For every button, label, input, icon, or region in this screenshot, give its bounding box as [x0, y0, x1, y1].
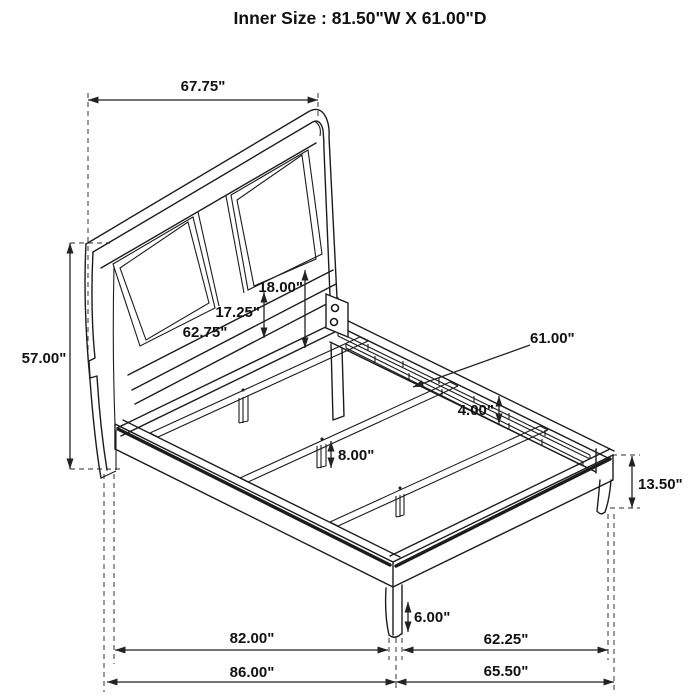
dim-headboard-width-label: 67.75": [180, 78, 226, 95]
extension-lines: [70, 93, 640, 692]
dim-foot-outer-width-label: 65.50": [483, 663, 529, 680]
headboard-center-stile: [198, 196, 244, 306]
dim-inner-depth-label: 61.00": [530, 330, 575, 347]
dim-front-leg-height-label: 6.00": [414, 609, 451, 626]
center-rails: [338, 332, 590, 466]
slat-screw-dot: [321, 438, 324, 441]
rail-bracket-plate: [326, 294, 348, 337]
headboard-left-post-outer: [85, 244, 101, 478]
headboard-panel-top-line: [101, 143, 316, 268]
bracket-bolt-hole: [332, 305, 339, 312]
dim-headboard-panel-width-label: 62.75": [182, 324, 228, 341]
dim-frame-outer-length-label: 86.00": [229, 664, 275, 681]
dim-panel-to-rail-label: 17.25": [215, 304, 260, 321]
dim-headboard-height-label: 57.00": [21, 350, 67, 367]
headboard-right-panel: [231, 150, 322, 290]
bracket-bolt-hole: [331, 319, 338, 326]
dim-support-leg-height-label: 8.00": [338, 447, 375, 464]
diagram-title: Inner Size : 81.50"W X 61.00"D: [233, 8, 487, 28]
dimension-lines: [70, 100, 632, 682]
foot-rail: [390, 449, 613, 587]
dim-center-rail-height-label: 4.00": [457, 402, 494, 419]
near-side-rail: [115, 420, 400, 587]
dim-rail-floor-height-label: 13.50": [638, 476, 683, 493]
dim-foot-inner-width-label: 62.25": [483, 631, 529, 648]
headboard-left-panel-inner-border: [120, 222, 209, 340]
foot-rail-shadow: [396, 459, 610, 566]
headboard-left-post-inner: [89, 252, 107, 470]
head-rail-band: [117, 322, 339, 436]
dim-panel-to-frame-label: 18.00": [258, 279, 303, 296]
slat-screw-dot: [242, 389, 245, 392]
slat-screw-dot: [399, 487, 402, 490]
dimension-labels: [22, 78, 683, 681]
front-corner-leg: [386, 585, 402, 637]
dim-frame-inner-length-label: 82.00": [229, 630, 275, 647]
headboard-right-panel-inner-border: [237, 155, 316, 286]
